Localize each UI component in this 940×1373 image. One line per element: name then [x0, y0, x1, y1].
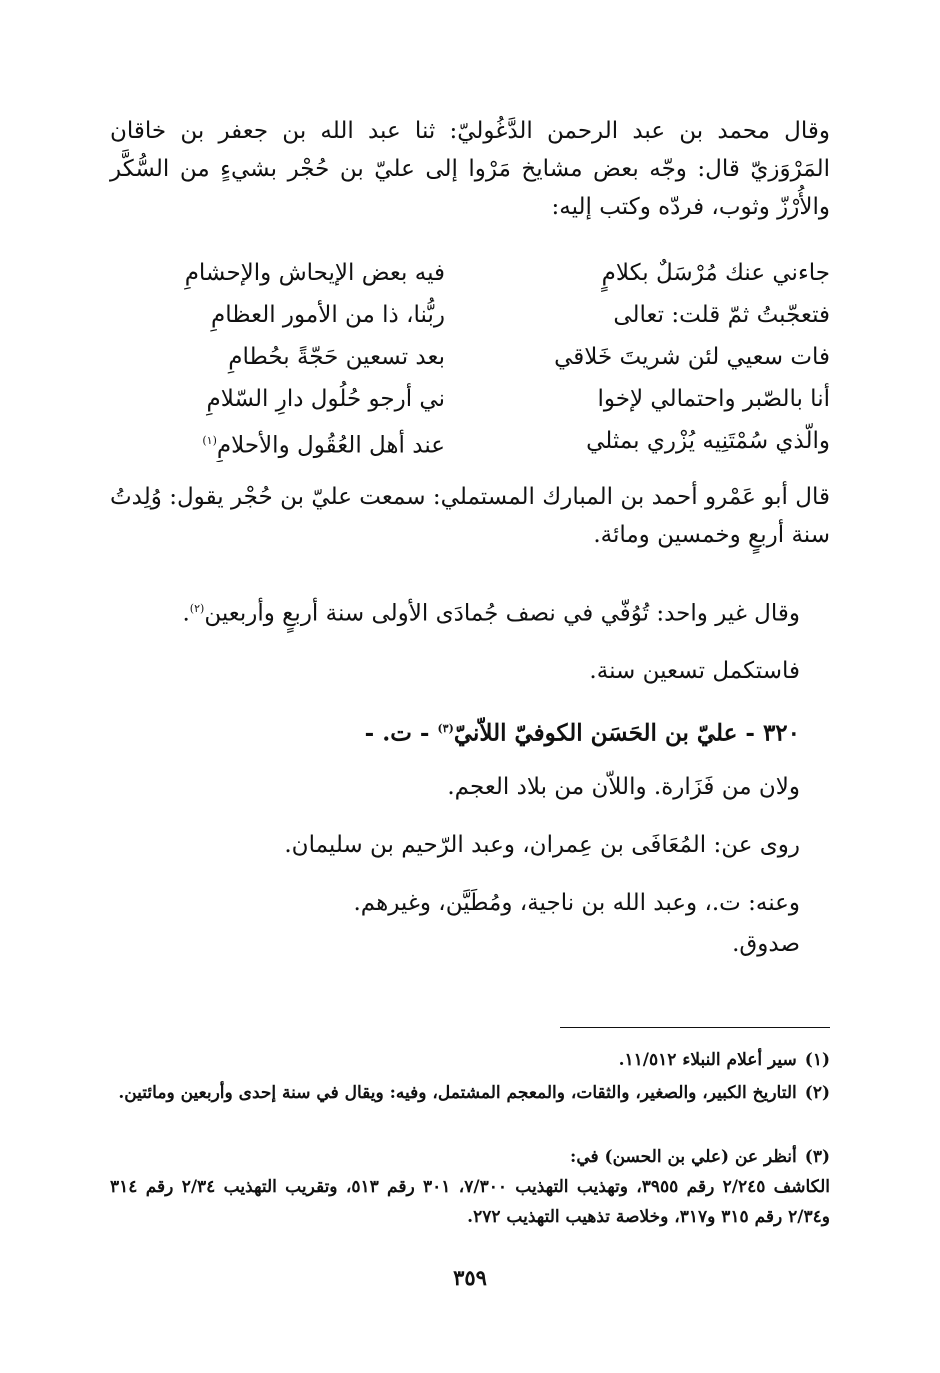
- footnote-number: (٢): [804, 1083, 830, 1103]
- intro-paragraph: وقال محمد بن عبد الرحمن الدَّغُوليّ: ثنا عبد الله بن جعفر بن خاقان المَرْوَزيّ قال: وجّه بعض مشايخ مَرْوا إلى عليّ بن حُجْر بشيءٍ من السُّكَّر والأُرْزّ وثوب، فردّه وكتب إليه:: [110, 118, 830, 220]
- verse-second-hemistich: بعد تسعين حَجّةً بحُطامِ: [228, 344, 445, 370]
- footnote-text: التاريخ الكبير، والصغير، والثقات، والمعجم المشتمل، وفيه: ويقال في سنة إحدى وأربعين ومائتين.: [118, 1083, 797, 1103]
- poem: [110, 252, 830, 462]
- footnote-marker[interactable]: (٣): [437, 722, 454, 735]
- verse-first-hemistich: فتعجّبتُ ثمّ قلت: تعالى: [613, 302, 830, 328]
- verse-second-hemistich: ني أرجو حُلُول دارِ السّلامِ: [206, 386, 445, 412]
- narrators-line: وعنه: ت.، وعبد الله بن ناجية، ومُطَيَّن، وغيرهم.: [353, 890, 800, 916]
- poem-verse: [110, 336, 830, 378]
- lifespan-line: فاستكمل تسعين سنة.: [589, 658, 800, 684]
- poem-verse: [110, 420, 830, 462]
- grade-line: صدوق.: [732, 931, 800, 957]
- footnote: [110, 1045, 830, 1075]
- verse-second-hemistich: ربُّنا، ذا من الأمور العظامِ: [210, 302, 445, 328]
- entry-heading: ٣٢٠ - عليّ بن الحَسَن الكوفيّ اللاّنيّ$^{(٣)}$ - ت. -: [364, 719, 800, 747]
- verse-first-hemistich: فات سعيي لئن شريتَ خَلاقي: [554, 344, 830, 370]
- origin-line: ولان من فَزَارة. واللاّن من بلاد العجم.: [447, 774, 800, 800]
- verse-first-hemistich: أنا بالصّبر واحتمالي لإخوا: [597, 386, 830, 412]
- footnote-text: أنظر عن (علي بن الحسن) في:: [570, 1147, 797, 1167]
- verse-first-hemistich: والّذي سُمْتَنِيه يُزْري بمثلي: [586, 428, 830, 454]
- narrated-from-line: روى عن: المُعَافَى بن عِمران، وعبد الرّحيم بن سليمان.: [284, 832, 800, 858]
- footnote: [110, 1078, 830, 1108]
- footnote-divider: [560, 1027, 830, 1028]
- poem-verse: [110, 294, 830, 336]
- poem-verse: [110, 252, 830, 294]
- death-line: وقال غير واحد: تُوُفّي في نصف جُمادَى الأولى سنة أربعٍ وأربعين$^{(٢)}$.: [182, 600, 800, 627]
- footnote-number: (٣): [804, 1147, 830, 1167]
- footnote: [110, 1142, 830, 1232]
- footnote-marker[interactable]: (٢): [189, 602, 205, 615]
- footnote-number: (١): [804, 1050, 830, 1070]
- poem-verse: [110, 378, 830, 420]
- verse-first-hemistich: جاءني عنك مُرْسَلٌ بكلامٍ: [601, 260, 830, 286]
- footnote-marker[interactable]: (١): [202, 434, 217, 447]
- page-number: ٣٥٩: [453, 1265, 487, 1290]
- birth-paragraph: قال أبو عَمْرو أحمد بن المبارك المستملي: سمعت عليّ بن حُجْر يقول: وُلِدتُ سنة أربعٍ وخمسين ومائة.: [110, 484, 830, 548]
- verse-second-hemistich: عند أهل العُقُول والأحلامِ$^{(١)}$: [202, 432, 445, 459]
- verse-second-hemistich: فيه بعض الإيحاش والإحشامِ: [184, 260, 445, 286]
- footnote-references: الكاشف ٢/٢٤٥ رقم ٣٩٥٥، وتهذيب التهذيب ٧/٣٠٠، ٣٠١ رقم ٥١٣، وتقريب التهذيب ٢/٣٤ رقم ٣١٤ و٢/٣٤ رقم ٣١٥ و٣١٧، وخلاصة تذهيب التهذيب ٢٧٢.: [110, 1177, 830, 1227]
- footnote-text: سير أعلام النبلاء ١١/٥١٢.: [618, 1050, 797, 1070]
